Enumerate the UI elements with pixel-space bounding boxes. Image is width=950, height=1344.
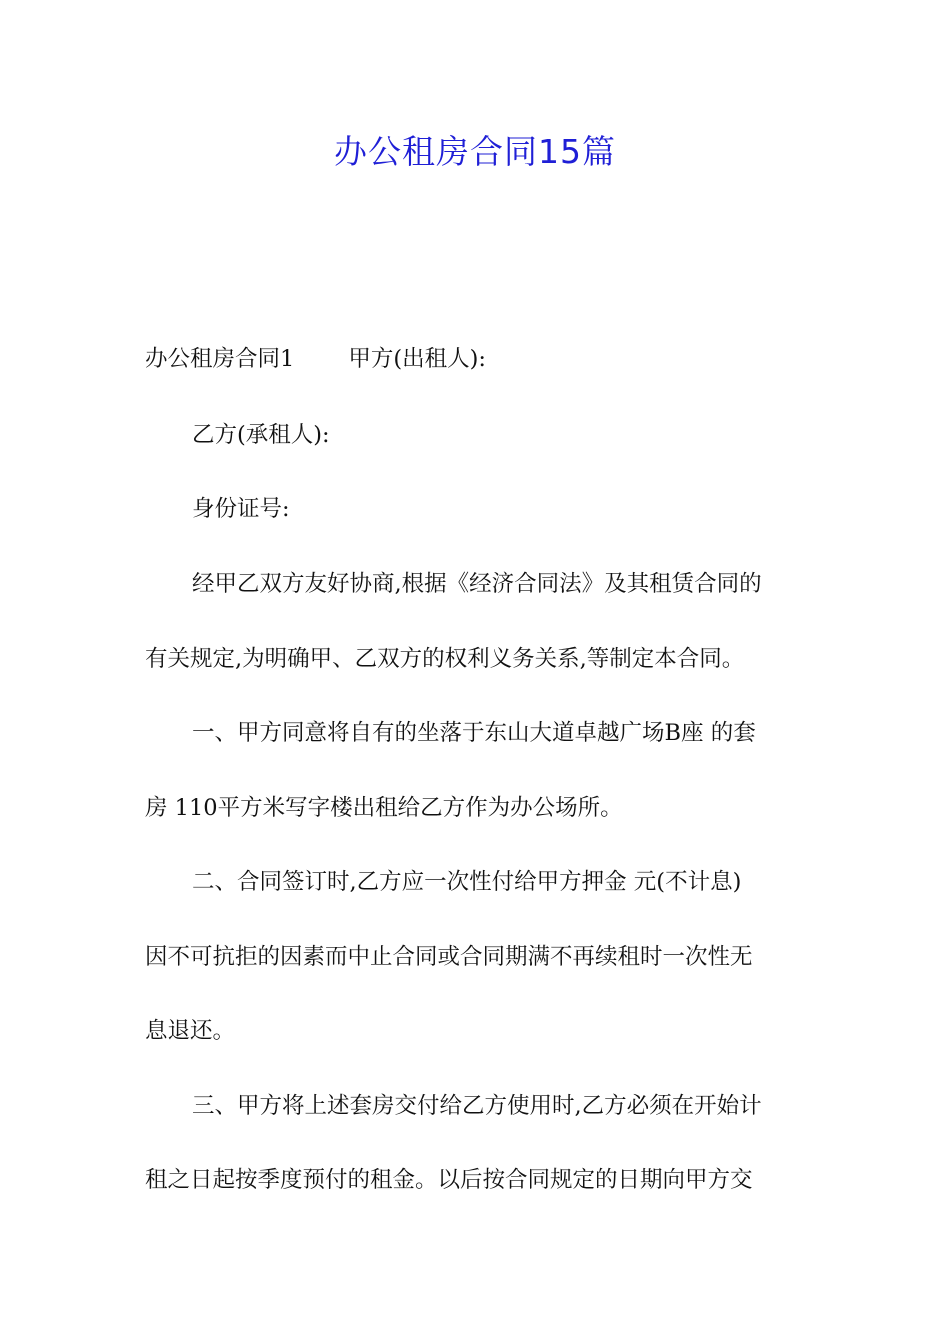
- clause-2-line: 二、合同签订时,乙方应一次性付给甲方押金 元(不计息): [192, 869, 742, 895]
- clause-2-line: 因不可抗拒的因素而中止合同或合同期满不再续租时一次性无: [145, 944, 753, 970]
- clause-3-line: 三、甲方将上述套房交付给乙方使用时,乙方必须在开始计: [192, 1093, 762, 1119]
- party-b-label: 乙方(承租人):: [192, 422, 330, 448]
- clause-3-line: 租之日起按季度预付的租金。以后按合同规定的日期向甲方交: [145, 1167, 753, 1193]
- clause-1-line: 房 110平方米写字楼出租给乙方作为办公场所。: [145, 795, 623, 821]
- party-a-label: 甲方(出租人):: [348, 346, 486, 372]
- paragraph-line: 有关规定,为明确甲、乙双方的权利义务关系,等制定本合同。: [145, 646, 745, 672]
- document-title: 办公租房合同15篇: [334, 132, 616, 171]
- contract-number: 办公租房合同1: [145, 346, 295, 372]
- contract-heading-line: [145, 343, 810, 375]
- id-number-label: 身份证号:: [192, 496, 290, 522]
- paragraph-line: 经甲乙双方友好协商,根据《经济合同法》及其租赁合同的: [192, 571, 762, 597]
- clause-1-line: 一、甲方同意将自有的坐落于东山大道卓越广场B座 的套: [192, 720, 756, 746]
- clause-2-line: 息退还。: [145, 1018, 236, 1044]
